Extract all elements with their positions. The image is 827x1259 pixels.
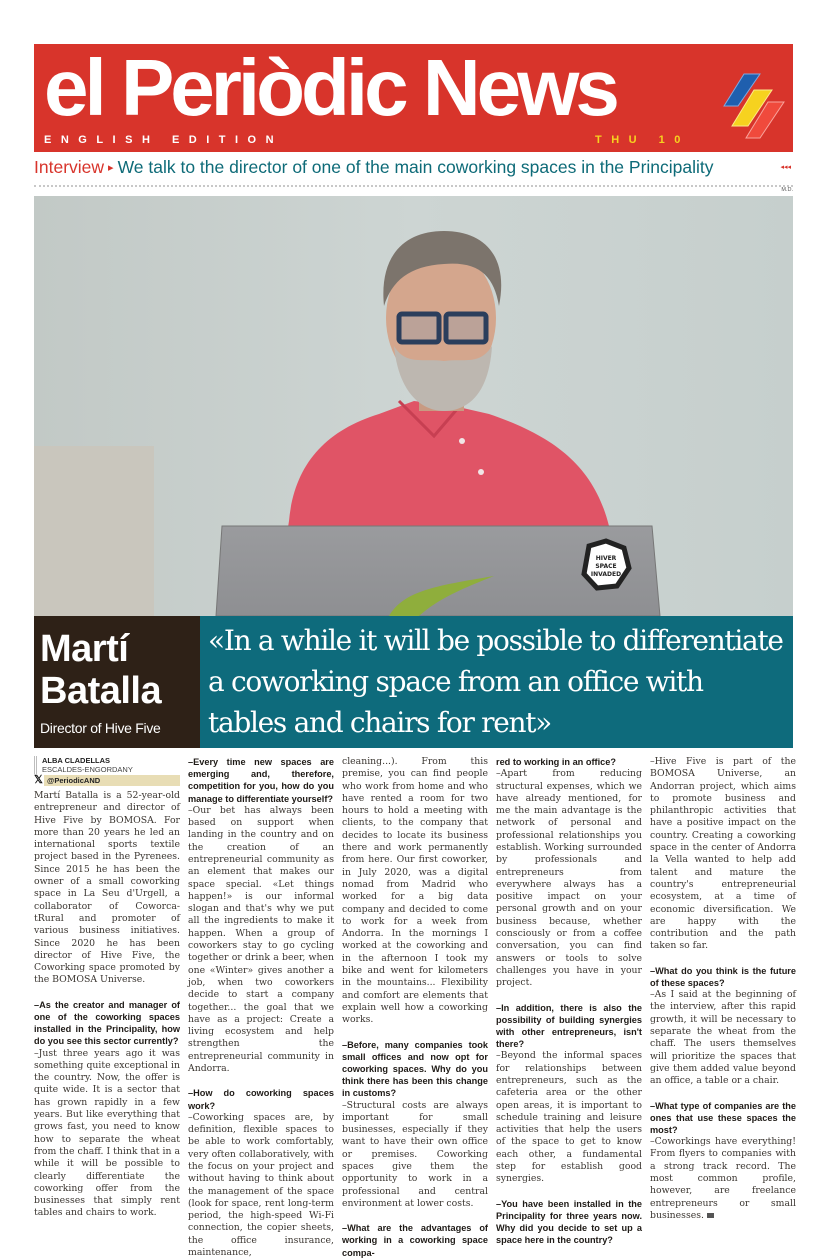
question-continued: red to working in an office? bbox=[496, 757, 616, 767]
kicker-headline bbox=[34, 157, 793, 187]
answer: –Our bet has always been based on support when landing in the country and on the creation of an entrepreneurial community as an element that makes our space special. «Let things happen!» is our informal slogan and that's why we put all the ingredients to make it happen. When a group of coworkers stay to go cycling together or drink a beer, when one «Winter» gives another a job, when two coworkers decide to start a company together... the goal that we have as a project: Create a living ecosystem and help strengthen the entrepreneurial community in Andorra. bbox=[188, 804, 334, 1075]
answer-continued: cleaning...). From this premise, you can find people who work from home and who have rented a room for two hours to hold a meeting with clients, to the company that decides to locate its business there and work permanently from here. Our first coworker, in July 2020, was a digital nomad from Madrid who worked for a big data company and decided to come to work for a week from Andorra. In the mornings I worked at the coworking and in the afternoon I took my bike and went for kilometers in the mountains... Flexibility and comfort are elements that explain well how a coworking works. bbox=[342, 756, 488, 1026]
question: –What are the advantages of working in a coworking space compa- bbox=[342, 1223, 488, 1258]
andorra-flag-logo-icon bbox=[720, 68, 790, 140]
interviewee-photo bbox=[34, 196, 793, 616]
masthead-title[interactable]: el Periòdic News bbox=[44, 43, 616, 132]
kicker-text: We talk to the director of one of the main coworking spaces in the Principality bbox=[117, 157, 714, 177]
interviewee-name-box bbox=[34, 616, 200, 748]
section-label[interactable]: Interview bbox=[34, 157, 105, 177]
arrow-right-icon: ▸ bbox=[108, 162, 114, 174]
answer: –Coworking spaces are, by definition, flexible spaces to be able to work comfortably, very often collaboratively, with the focus on your project and without having to think about the management of the space (look for space, rent long-term period, the high-speed Wi-Fi connection, the copier sheets, the office insurance, maintenance, bbox=[188, 1111, 334, 1259]
question: –What type of companies are the ones that use these spaces the most? bbox=[650, 1100, 796, 1135]
interviewee-first-name: Martí bbox=[40, 628, 129, 670]
answer: –As I said at the beginning of the interview, after this rapid growth, it will be necessary to separate the wheat from the chaff. The users themselves will prioritize the spaces that give them added value beyond an office, a table or a chair. bbox=[650, 989, 796, 1087]
interviewee-role: Director of Hive Five bbox=[40, 720, 161, 736]
pull-quote-box bbox=[200, 616, 793, 748]
article-column-2 bbox=[188, 756, 334, 1259]
social-handle-bar[interactable] bbox=[34, 775, 180, 786]
article-column-1 bbox=[34, 756, 180, 1220]
answer: –Structural costs are always important for small businesses, especially if they want to have their own office or premises. Coworking spaces give them the opportunity to work in a professional and central environment at lower costs. bbox=[342, 1099, 488, 1209]
masthead bbox=[34, 44, 793, 152]
article-column-3 bbox=[342, 756, 488, 1259]
photo-illustration bbox=[34, 196, 793, 616]
sticker-line-3: INVADED bbox=[590, 571, 622, 578]
answer: –Apart from reducing structural expenses, which we have already mentioned, for me the main advantage is the network of personal and professional relationships you establish. Working surrounded by professionals and entrepreneurs from everywhere always has a positive impact on your personal growth and on your business because, whether consciously or from a coffee conversation, you can find answers or tools to solve challenges you have in your project. bbox=[496, 768, 642, 989]
social-handle[interactable]: @PeriodicAND bbox=[44, 775, 180, 786]
dateline-place: ESCALDES-ENGORDANY bbox=[42, 765, 133, 774]
question: –What do you think is the future of these spaces? bbox=[650, 965, 796, 988]
shirt-button bbox=[459, 438, 465, 444]
answer: –Hive Five is part of the BOMOSA Universe, an Andorran project, which aims to promote business and philanthropic activities that have a positive impact on the country. Creating a coworking space in the center of Andorra la Vella wanted to help add talent and mature the country's entrepreneurial ecosystem, at a time of economic diversification. We are happy with the contribution and the path taken so far. bbox=[650, 756, 796, 952]
byline bbox=[34, 756, 180, 774]
sticker-line-1: HIVER bbox=[595, 555, 617, 562]
article-column-4 bbox=[496, 756, 642, 1246]
wall-left-panel bbox=[34, 446, 154, 616]
end-of-article-icon bbox=[707, 1213, 714, 1218]
triangle-marks-icon: ◂◂◂ bbox=[780, 164, 791, 171]
sticker-line-2: SPACE bbox=[595, 563, 617, 570]
answer: –Beyond the informal spaces for relationships between entrepreneurs, such as the cafeteria area or the other open areas, it is important to schedule training and leisure activities that help the users of the space to get to know each other, a fundamental step for establish good synergies. bbox=[496, 1050, 642, 1185]
question: –Before, many companies took small offices and now opt for coworking spaces. Why do you think there has been this change in customs? bbox=[342, 1039, 488, 1099]
issue-date: THU 10 bbox=[595, 134, 690, 146]
interviewee-last-name: Batalla bbox=[40, 670, 162, 712]
answer: –Just three years ago it was something quite exceptional in the country. Now, the offer is quite wide. It is a sector that has grown rapidly in a few years. But like everything that grows fast, you need to know how to separate the wheat from the chaff. I think that in a while it will be possible to clearly differentiate the coworking offer from the businesses that simply rent tables and chairs to work. bbox=[34, 1047, 180, 1219]
shirt-button bbox=[478, 469, 484, 475]
author-name[interactable]: ALBA CLADELLAS bbox=[42, 756, 111, 765]
question: –As the creator and manager of one of the coworking spaces installed in the Principality, how do you see this sector currently? bbox=[34, 999, 180, 1047]
edition-label: ENGLISH EDITION bbox=[44, 134, 284, 146]
x-logo-icon: 𝕏 bbox=[34, 774, 43, 787]
glasses-left-lens bbox=[399, 314, 439, 342]
glasses-right-lens bbox=[446, 314, 486, 342]
photo-credit: M.D. bbox=[781, 187, 793, 193]
article-column-5 bbox=[650, 756, 796, 1222]
answer: –Coworkings have everything! From flyers to companies with a strong track record. The most common profile, however, are freelance entrepreneurs or small businesses. bbox=[650, 1136, 796, 1221]
pull-quote: «In a while it will be possible to differentiate a coworking space from an office with tables and chairs for rent» bbox=[208, 624, 783, 739]
article-intro: Martí Batalla is a 52-year-old entrepreneur and director of Hive Five by BOMOSA. For more than 20 years he led an international sports textile project based in the Pyrenees. Since 2015 he has been the owner of a small coworking space in La Seu d'Urgell, a collaborator of Coworca-tRural and promoter of various business initiatives. Since 2020 he has been director of Hive Five, the Coworking space promoted by the BOMOSA Universe. bbox=[34, 790, 180, 986]
question: –You have been installed in the Principality for three years now. Why did you decide to set up a space here in the country? bbox=[496, 1198, 642, 1246]
answer-final bbox=[650, 1136, 796, 1222]
question: –Every time new spaces are emerging and, therefore, competition for you, how do you manage to differentiate yourself? bbox=[188, 757, 334, 804]
question: –How do coworking spaces work? bbox=[188, 1088, 334, 1111]
question: –In addition, there is also the possibility of building synergies with other entrepreneurs, isn't there? bbox=[496, 1002, 642, 1050]
